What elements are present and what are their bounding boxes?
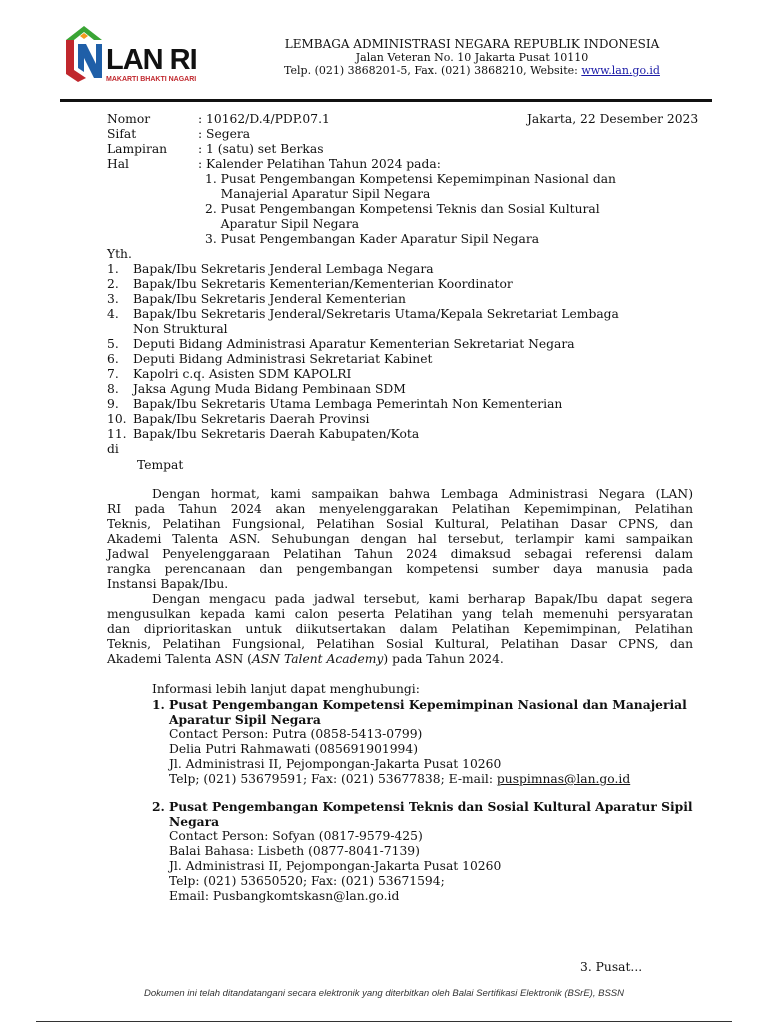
paragraph-1-line: rangka perencanaan dan pengembangan kompetensi sumber daya manusia pada (107, 562, 693, 576)
text: Akademi Talenta ASN ( (107, 652, 252, 666)
recipient-number: 8. (107, 382, 119, 396)
paragraph-2-line: mengusulkan kepada kami calon peserta Pelatihan yang telah memenuhi persyaratan (107, 607, 693, 621)
hal-item: 1. Pusat Pengembangan Kompetensi Kepemimpinan Nasional dan (205, 172, 616, 186)
recipient-number: 9. (107, 397, 119, 411)
hal-value: : Kalender Pelatihan Tahun 2024 pada: (198, 157, 441, 171)
paragraph-1-line: Instansi Bapak/Ibu. (107, 577, 229, 591)
contact-1-line: Jl. Administrasi II, Pejompongan-Jakarta Pusat 10260 (169, 757, 502, 771)
hal-item: 2. Pusat Pengembangan Kompetensi Teknis dan Sosial Kultural (205, 202, 600, 216)
contact-1-title: Pusat Pengembangan Kompetensi Kepemimpinan Nasional dan Manajerial (169, 697, 687, 712)
contact-text: Telp. (021) 3868201-5, Fax. (021) 3868210, Website: (284, 64, 582, 77)
recipient-number: 6. (107, 352, 119, 366)
institution-name: LEMBAGA ADMINISTRASI NEGARA REPUBLIK INDONESIA (284, 37, 660, 51)
info-intro: Informasi lebih lanjut dapat menghubungi: (152, 682, 420, 696)
recipient-number: 10. (107, 412, 127, 426)
recipient-item: Jaksa Agung Muda Bidang Pembinaan SDM (133, 382, 406, 396)
e-signature-footer: Dokumen ini telah ditandatangani secara elektronik yang diterbitkan oleh Balai Sertifikasi Elektronik (BSrE), BSSN (144, 988, 624, 999)
recipient-item: Bapak/Ibu Sekretaris Daerah Kabupaten/Kota (133, 427, 420, 441)
letterhead-divider (60, 99, 712, 102)
recipient-item: Bapak/Ibu Sekretaris Utama Lembaga Pemerintah Non Kementerian (133, 397, 563, 411)
paragraph-2-line: Teknis, Pelatihan Fungsional, Pelatihan Sosial Kultural, Pelatihan Dasar CPNS, dan (107, 637, 693, 651)
contact-2-line: Telp: (021) 53650520; Fax: (021) 53671594; (169, 874, 445, 888)
logo-text: LAN RI (106, 44, 197, 76)
paragraph-2-line (107, 652, 504, 667)
contact-1-title: Aparatur Sipil Negara (169, 712, 321, 727)
text: ) pada Tahun 2024. (383, 652, 504, 666)
paragraph-2-line: Dengan mengacu pada jadwal tersebut, kami berharap Bapak/Ibu dapat segera (152, 592, 693, 606)
recipient-number: 3. (107, 292, 119, 306)
sifat-value: : Segera (198, 127, 251, 141)
contact-1-line: Delia Putri Rahmawati (085691901994) (169, 742, 419, 756)
recipient-item: Kapolri c.q. Asisten SDM KAPOLRI (133, 367, 352, 381)
institution-address: Jalan Veteran No. 10 Jakarta Pusat 10110 (355, 51, 589, 64)
hal-item: Manajerial Aparatur Sipil Negara (205, 187, 431, 201)
paragraph-1-line: Akademi Talenta ASN. Sehubungan dengan hal tersebut, terlampir kami sampaikan (107, 532, 693, 546)
recipient-item: Bapak/Ibu Sekretaris Daerah Provinsi (133, 412, 370, 426)
logo-tagline: MAKARTI BHAKTI NAGARI (106, 76, 197, 83)
recipient-item: Deputi Bidang Administrasi Aparatur Kementerian Sekretariat Negara (133, 337, 575, 351)
di-label: di (107, 442, 119, 456)
contact-2-line: Jl. Administrasi II, Pejompongan-Jakarta Pusat 10260 (169, 859, 502, 873)
recipient-item: Bapak/Ibu Sekretaris Kementerian/Kementerian Koordinator (133, 277, 513, 291)
paragraph-2-line: dan diprioritaskan untuk diikutsertakan dalam Pelatihan Kepemimpinan, Pelatihan (107, 622, 693, 636)
lampiran-value: : 1 (satu) set Berkas (198, 142, 324, 156)
contact-2-title: Pusat Pengembangan Kompetensi Teknis dan Sosial Kultural Aparatur Sipil (169, 799, 693, 814)
recipient-number: 1. (107, 262, 119, 276)
contact-2-line: Email: Pusbangkomtskasn@lan.go.id (169, 889, 400, 903)
logo-mark-icon (64, 22, 104, 84)
nomor-value: : 10162/D.4/PDP.07.1 (198, 112, 330, 126)
recipient-number: 2. (107, 277, 119, 291)
paragraph-1-line: Teknis, Pelatihan Fungsional, Pelatihan Sosial Kultural, Pelatihan Dasar CPNS, dan (107, 517, 693, 531)
letter-date: Jakarta, 22 Desember 2023 (527, 112, 699, 126)
yth-label: Yth. (107, 247, 132, 261)
recipient-item: Bapak/Ibu Sekretaris Jenderal Kementerian (133, 292, 406, 306)
contact-1-number: 1. (152, 697, 165, 712)
paragraph-1-line: Jadwal Penyelenggaraan Pelatihan Tahun 2024 dimaksud sebagai referensi dalam (107, 547, 693, 561)
contact-2-line: Contact Person: Sofyan (0817-9579-425) (169, 829, 423, 843)
hal-item: Aparatur Sipil Negara (205, 217, 360, 231)
paragraph-1-line: Dengan hormat, kami sampaikan bahwa Lembaga Administrasi Negara (LAN) (152, 487, 693, 501)
contact-1-telp (169, 772, 630, 787)
website-link[interactable]: www.lan.go.id (581, 64, 660, 77)
hal-item: 3. Pusat Pengembangan Kader Aparatur Sipil Negara (205, 232, 540, 246)
recipient-number: 7. (107, 367, 119, 381)
recipient-item: Bapak/Ibu Sekretaris Jenderal/Sekretaris Utama/Kepala Sekretariat Lembaga (133, 307, 619, 321)
contact-2-line: Balai Bahasa: Lisbeth (0877-8041-7139) (169, 844, 420, 858)
tempat-label: Tempat (137, 458, 184, 472)
email-link[interactable]: puspimnas@lan.go.id (496, 772, 631, 786)
recipient-item: Non Struktural (133, 322, 228, 336)
continued-marker: 3. Pusat... (580, 960, 643, 974)
hal-label: Hal (107, 157, 129, 171)
nomor-label: Nomor (107, 112, 151, 126)
recipient-number: 5. (107, 337, 119, 351)
contact-2-number: 2. (152, 799, 165, 814)
sifat-label: Sifat (107, 127, 137, 141)
recipient-number: 4. (107, 307, 119, 321)
paragraph-1-line: RI pada Tahun 2024 akan menyelenggarakan Pelatihan Kepemimpinan, Pelatihan (107, 502, 693, 516)
page-bottom-divider (36, 1021, 732, 1022)
lampiran-label: Lampiran (107, 142, 168, 156)
text-italic: ASN Talent Academy (251, 652, 384, 666)
contact-1-line: Contact Person: Putra (0858-5413-0799) (169, 727, 423, 741)
telp-text: Telp; (021) 53679591; Fax: (021) 53677838; E-mail: (169, 772, 497, 786)
lan-ri-logo (64, 22, 224, 84)
contact-2-title: Negara (169, 814, 220, 829)
recipient-item: Deputi Bidang Administrasi Sekretariat Kabinet (133, 352, 433, 366)
recipient-number: 11. (107, 427, 127, 441)
institution-contact (256, 64, 688, 78)
recipient-item: Bapak/Ibu Sekretaris Jenderal Lembaga Negara (133, 262, 434, 276)
